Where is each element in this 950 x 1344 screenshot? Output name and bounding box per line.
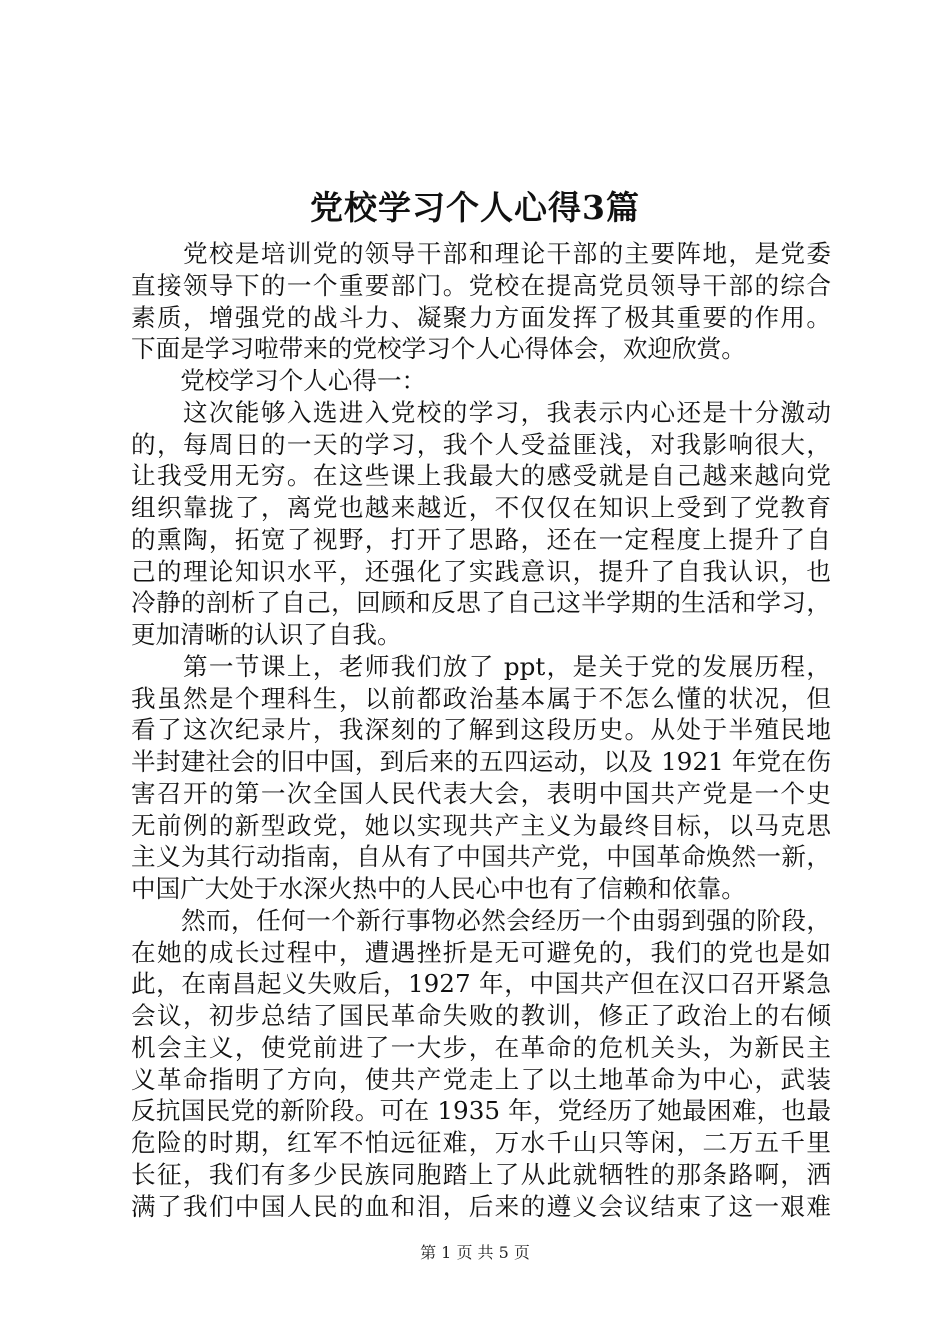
body-line: 这次能够入选进入党校的学习，我表示内心还是十分激动 bbox=[131, 397, 831, 427]
body-line: 更加清晰的认识了自我。 bbox=[131, 620, 402, 649]
body-line: 在她的成长过程中，遭遇挫折是无可避免的，我们的党也是如 bbox=[131, 937, 831, 967]
body-line: 党校是培训党的领导干部和理论干部的主要阵地，是党委 bbox=[131, 239, 831, 268]
body-line: 义革命指明了方向，使共产党走上了以土地革命为中心，武装 bbox=[131, 1064, 831, 1094]
body-line: 组织靠拢了，离党也越来越近，不仅仅在知识上受到了党教育 bbox=[131, 493, 831, 522]
document-body bbox=[131, 238, 831, 1222]
body-line: 直接领导下的一个重要部门。党校在提高党员领导干部的综合 bbox=[131, 270, 831, 300]
page-footer: 第 1 页 共 5 页 bbox=[420, 1243, 530, 1262]
body-line: 下面是学习啦带来的党校学习个人心得体会，欢迎欣赏。 bbox=[131, 334, 746, 364]
body-line: 长征，我们有多少民族同胞踏上了从此就牺牲的那条路啊，洒 bbox=[131, 1159, 831, 1189]
body-line: 半封建社会的旧中国，到后来的五四运动，以及 1921 年党在伤 bbox=[131, 747, 831, 776]
body-line: 危险的时期，红军不怕远征难，万水千山只等闲，二万五千里 bbox=[131, 1128, 831, 1157]
body-line: 我虽然是个理科生，以前都政治基本属于不怎么懂的状况，但 bbox=[131, 683, 831, 713]
body-line: 的熏陶，拓宽了视野，打开了思路，还在一定程度上提升了自 bbox=[131, 524, 831, 554]
body-line: 机会主义，使党前进了一大步，在革命的危机关头，为新民主 bbox=[131, 1032, 831, 1062]
body-line: 己的理论知识水平，还强化了实践意识，提升了自我认识，也 bbox=[131, 556, 831, 586]
body-line: 反抗国民党的新阶段。可在 1935 年，党经历了她最困难，也最 bbox=[131, 1096, 831, 1126]
body-line: 此，在南昌起义失败后，1927 年，中国共产但在汉口召开紧急 bbox=[131, 969, 831, 999]
body-line: 的，每周日的一天的学习，我个人受益匪浅，对我影响很大， bbox=[131, 429, 831, 459]
body-line: 然而，任何一个新行事物必然会经历一个由弱到强的阶段， bbox=[131, 905, 831, 935]
body-line: 主义为其行动指南，自从有了中国共产党，中国革命焕然一新， bbox=[131, 842, 831, 872]
body-line: 党校学习个人心得一： bbox=[131, 366, 427, 395]
body-line: 让我受用无穷。在这些课上我最大的感受就是自己越来越向党 bbox=[131, 461, 831, 491]
document-title: 党校学习个人心得3篇 bbox=[310, 188, 640, 227]
body-line: 无前例的新型政党，她以实现共产主义为最终目标，以马克思 bbox=[131, 810, 831, 840]
body-line: 看了这次纪录片，我深刻的了解到这段历史。从处于半殖民地 bbox=[131, 715, 831, 745]
body-line: 会议，初步总结了国民革命失败的教训，修正了政治上的右倾 bbox=[131, 1001, 831, 1030]
body-line: 素质，增强党的战斗力、凝聚力方面发挥了极其重要的作用。 bbox=[131, 302, 831, 332]
body-line: 满了我们中国人民的血和泪，后来的遵义会议结束了这一艰难 bbox=[131, 1191, 831, 1221]
body-line: 害召开的第一次全国人民代表大会，表明中国共产党是一个史 bbox=[131, 778, 831, 808]
body-line: 冷静的剖析了自己，回顾和反思了自己这半学期的生活和学习， bbox=[131, 588, 831, 618]
body-line: 中国广大处于水深火热中的人民心中也有了信赖和依靠。 bbox=[131, 874, 746, 903]
body-line: 第一节课上，老师我们放了 ppt，是关于党的发展历程， bbox=[131, 651, 831, 681]
